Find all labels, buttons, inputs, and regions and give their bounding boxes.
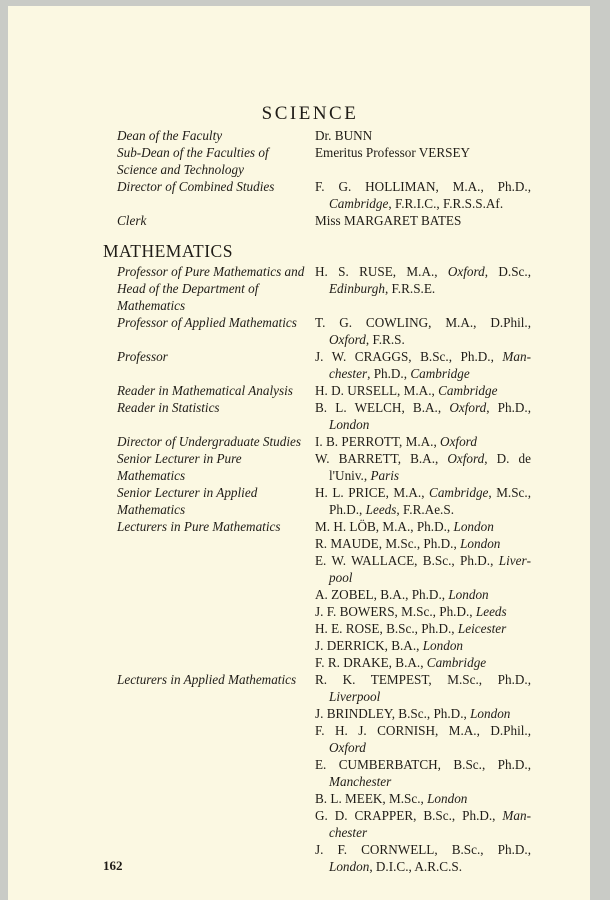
staff-names xyxy=(315,671,531,875)
place-name: Paris xyxy=(370,468,400,483)
position-title: Senior Lecturer in Applied Mathematics xyxy=(117,485,258,517)
staff-member xyxy=(315,314,531,348)
value-text: A. ZOBEL, B.A., Ph.D., xyxy=(315,587,449,602)
place-name: Liverpool xyxy=(329,553,531,585)
value-text: , D.Sc., xyxy=(484,264,531,279)
value-text: J. W. CRAGGS, B.Sc., Ph.D., xyxy=(315,349,503,364)
value-text: F. G. HOLLIMAN, M.A., Ph.D., xyxy=(315,179,531,194)
place-name: London xyxy=(460,536,501,551)
value-text: Emeritus Professor VERSEY xyxy=(315,145,471,160)
staff-names xyxy=(315,127,531,144)
position-title: Professor xyxy=(117,349,168,364)
value-text: F. R. DRAKE, B.A., xyxy=(315,655,427,670)
staff-member xyxy=(315,705,531,722)
value-text: B. L. WELCH, B.A., xyxy=(315,400,450,415)
place-name: Oxford xyxy=(329,332,366,347)
place-name: Cambridge xyxy=(438,383,498,398)
staff-names xyxy=(315,518,531,671)
value-text: R. K. TEMPEST, M.Sc., Ph.D., xyxy=(315,672,531,687)
place-name: Oxford xyxy=(449,400,487,415)
place-name: London xyxy=(329,859,370,874)
place-name: London xyxy=(453,519,494,534)
value-text: H. L. PRICE, M.A., xyxy=(315,485,430,500)
value-text: M. H. LÖB, M.A., Ph.D., xyxy=(315,519,454,534)
position-title: Sub-Dean of the Faculties of Science and Technology xyxy=(117,145,269,177)
place-name: Manchester xyxy=(329,349,531,381)
value-text: T. G. COWLING, M.A., D.Phil., xyxy=(315,315,531,330)
place-name: London xyxy=(427,791,468,806)
staff-member xyxy=(315,620,531,637)
value-text: J. DERRICK, B.A., xyxy=(315,638,423,653)
staff-names xyxy=(315,314,531,348)
staff-names xyxy=(315,450,531,484)
page-number: 162 xyxy=(103,858,123,873)
place-name: London xyxy=(329,417,370,432)
value-text: , F.R.Ae.S. xyxy=(396,502,454,517)
value-text: H. E. ROSE, B.Sc., Ph.D., xyxy=(315,621,458,636)
staff-names xyxy=(315,144,531,161)
staff-member xyxy=(315,790,531,807)
place-name: Cambridge xyxy=(329,196,389,211)
value-text: J. F. CORNWELL, B.Sc., Ph.D., xyxy=(315,842,531,857)
staff-member xyxy=(315,552,531,586)
place-name: Cambridge xyxy=(426,655,487,670)
staff-member xyxy=(315,671,531,705)
staff-names xyxy=(315,263,531,297)
value-text: J. F. BOWERS, M.Sc., Ph.D., xyxy=(315,604,476,619)
value-text: , Ph.D., xyxy=(486,400,532,415)
section-heading-science: SCIENCE xyxy=(261,103,359,124)
value-text: , D.I.C., A.R.C.S. xyxy=(369,859,463,874)
value-text: H. S. RUSE, M.A., xyxy=(315,264,448,279)
value-text: F. H. J. CORNISH, M.A., D.Phil., xyxy=(315,723,531,738)
staff-member xyxy=(315,178,531,212)
value-text: J. BRINDLEY, B.Sc., Ph.D., xyxy=(315,706,471,721)
value-text: H. D. URSELL, M.A., xyxy=(315,383,439,398)
place-name: Leicester xyxy=(457,621,507,636)
position-title: Lecturers in Pure Mathematics xyxy=(117,519,281,534)
value-text: R. MAUDE, M.Sc., Ph.D., xyxy=(315,536,461,551)
value-text: , F.R.I.C., F.R.S.S.Af. xyxy=(388,196,504,211)
value-text: I. B. PERROTT, M.A., xyxy=(315,434,441,449)
staff-member xyxy=(315,399,531,433)
staff-member xyxy=(315,756,531,790)
place-name: Cambridge xyxy=(429,485,489,500)
position-title: Lecturers in Applied Mathematics xyxy=(117,672,297,687)
value-text: E. CUMBERBATCH, B.Sc., Ph.D., xyxy=(315,757,531,772)
position-title: Director of Undergraduate Studies xyxy=(117,434,301,449)
place-name: Manchester xyxy=(329,808,531,840)
position-title: Professor of Pure Mathematics and Head of the Department of Mathematics xyxy=(117,264,305,313)
place-name: Liverpool xyxy=(329,689,381,704)
staff-member xyxy=(315,603,531,620)
place-name: London xyxy=(470,706,511,721)
staff-names xyxy=(315,212,531,229)
place-name: London xyxy=(422,638,464,653)
staff-member xyxy=(315,841,531,875)
place-name: Cambridge xyxy=(410,366,470,381)
position-title: Professor of Applied Mathematics xyxy=(117,315,297,330)
staff-member xyxy=(315,382,531,399)
place-name: Oxford xyxy=(329,740,366,755)
staff-names xyxy=(315,433,531,450)
place-name: Oxford xyxy=(447,264,485,279)
staff-member xyxy=(315,450,531,484)
place-name: Oxford xyxy=(447,451,485,466)
value-text: , Ph.D., xyxy=(367,366,411,381)
value-text: , M.Sc., Ph.D., xyxy=(329,485,532,517)
position-title: Clerk xyxy=(117,213,147,228)
staff-member xyxy=(315,637,531,654)
value-text: , F.R.S.E. xyxy=(384,281,436,296)
staff-member xyxy=(315,348,531,382)
staff-member xyxy=(315,807,531,841)
place-name: Edinburgh xyxy=(329,281,385,296)
staff-names xyxy=(315,399,531,433)
value-text: G. D. CRAPPER, B.Sc., Ph.D., xyxy=(315,808,503,823)
staff-member xyxy=(315,535,531,552)
staff-names xyxy=(315,348,531,382)
value-text: Miss MARGARET BATES xyxy=(315,213,462,228)
section-heading-mathematics: MATHEMATICS xyxy=(103,241,233,261)
staff-member xyxy=(315,654,531,671)
value-text: E. W. WALLACE, B.Sc., Ph.D., xyxy=(315,553,499,568)
position-title: Reader in Statistics xyxy=(117,400,220,415)
staff-member xyxy=(315,144,531,161)
place-name: Leeds xyxy=(475,604,507,619)
staff-names xyxy=(315,178,531,212)
staff-member xyxy=(315,484,531,518)
staff-names xyxy=(315,382,531,399)
staff-member xyxy=(315,586,531,603)
staff-member xyxy=(315,127,531,144)
staff-member xyxy=(315,433,531,450)
position-title: Senior Lecturer in Pure Mathematics xyxy=(117,451,242,483)
place-name: Oxford xyxy=(440,434,477,449)
position-title: Reader in Mathematical Analysis xyxy=(117,383,293,398)
value-text: , D. de l'Univ., xyxy=(329,451,531,483)
place-name: Manchester xyxy=(329,774,392,789)
position-title: Director of Combined Studies xyxy=(117,179,275,194)
staff-member xyxy=(315,263,531,297)
value-text: W. BARRETT, B.A., xyxy=(315,451,448,466)
staff-member xyxy=(315,722,531,756)
place-name: Leeds xyxy=(365,502,397,517)
position-title: Dean of the Faculty xyxy=(117,128,223,143)
value-text: Dr. BUNN xyxy=(315,128,373,143)
place-name: London xyxy=(448,587,489,602)
staff-names xyxy=(315,484,531,518)
value-text: , F.R.S. xyxy=(365,332,405,347)
staff-member xyxy=(315,518,531,535)
value-text: B. L. MEEK, M.Sc., xyxy=(315,791,428,806)
staff-member xyxy=(315,212,531,229)
